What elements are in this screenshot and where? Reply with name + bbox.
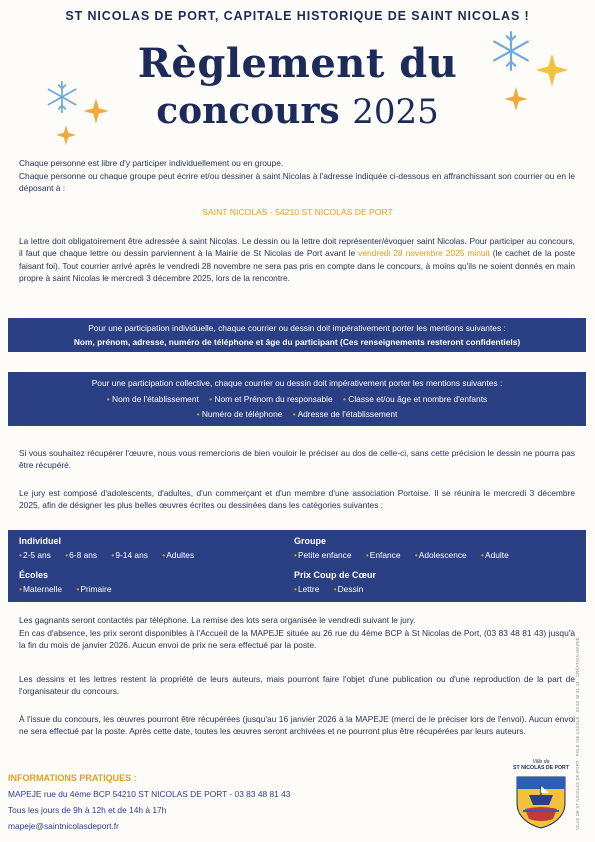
category-items <box>19 584 124 594</box>
collective-band-row2 <box>8 409 586 419</box>
retrieval-paragraph: À l'issue du concours, les œuvres pourront être récupérées (jusqu'au 16 janvier 2026 à la MAPEJE (merci de le préciser lors de l'envoi). Aucun envoi ne sera effectué par la poste. Après cette date, toutes les œuvres seront archivées et ne pourront plus être récupérées par leurs auteurs. <box>19 714 575 737</box>
category-item: •Maternelle <box>19 584 63 594</box>
collective-band-row1 <box>8 394 586 404</box>
mention-item: • Adresse de l'établissement <box>292 409 398 419</box>
title-word: concours <box>156 90 340 132</box>
individual-requirements-band <box>8 318 586 352</box>
categories-band <box>8 530 586 602</box>
category-item: •6-8 ans <box>65 550 98 560</box>
category-items <box>294 550 521 560</box>
category-item: •Dessin <box>333 584 364 594</box>
individual-band-line2: Nom, prénom, adresse, numéro de téléphone et âge du participant (Ces renseignements resteront confidentiels) <box>73 337 521 347</box>
info-title: INFORMATIONS PRATIQUES : <box>8 773 137 783</box>
postal-address: SAINT NICOLAS - 54210 ST NICOLAS DE PORT <box>202 207 393 217</box>
mention-item: • Classe et/ou âge et nombre d'enfants <box>343 394 488 404</box>
category-item: •Petite enfance <box>294 550 352 560</box>
category-item: •Primaire <box>76 584 112 594</box>
crest-label: Ville de ST NICOLAS DE PORT <box>513 759 569 771</box>
rules-paragraph <box>19 235 575 285</box>
category-items <box>294 584 375 594</box>
category-item: •Adulte <box>481 550 509 560</box>
winners-paragraph-2: En cas d'absence, les prix seront disponibles à l'Accueil de la MAPEJE située au 26 rue du 4ème BCP à St Nicolas de Port, (03 83 48 81 43) jusqu'à la fin du mois de janvier 2026. Aucun envoi de prix ne sera effectué par la poste. <box>19 628 575 651</box>
individual-band-line1: Pour une participation individuelle, chaque courrier ou dessin doit impérativement porter les mentions suivantes : <box>88 323 506 333</box>
rules-text-a: La lettre doit obligatoirement être adressée à saint Nicolas. Le dessin ou la lettre doit représenter/évoquer saint Nicolas. Pour participer au concours, il faut que chaque lettre ou dessin parviennent à la Mairie de St Nicolas de Port avant le <box>19 236 575 259</box>
rights-paragraph: Les dessins et les lettres restent la propriété de leurs auteurs, mais pourront faire l'objet d'une publication ou d'une reproduction de la part de l'organisateur du concours. <box>19 674 575 697</box>
mention-item: • Nom de l'établissement <box>106 394 199 404</box>
winners-paragraph-1: Les gagnants seront contactés par téléphone. La remise des lots sera organisée le vendredi suivant le jury. <box>19 615 416 625</box>
jury-paragraph: Le jury est composé d'adolescents, d'adultes, d'un commerçant et d'un membre d'une association Portoise. Il se réunira le mercredi 3 décembre 2025, afin de désigner les plus belles œuvres écrites ou dessinées dans les catégories suivantes : <box>19 488 575 511</box>
category-items <box>19 550 206 560</box>
category-title: Individuel <box>19 536 62 546</box>
collective-band-line1: Pour une participation collective, chaque courrier ou dessin doit impérativement porter les mentions suivantes : <box>91 378 503 388</box>
category-item: •Adolescence <box>414 550 467 560</box>
town-crest-logo <box>513 775 569 829</box>
mention-item: • Numéro de téléphone <box>196 409 283 419</box>
mention-item: • Nom et Prénom du responsable <box>209 394 333 404</box>
return-note: Si vous souhaitez récupérer l'œuvre, nous vous remercions de bien vouloir le préciser au dos de celle-ci, sans cette précision le dessin ne pourra pas être récupéré. <box>19 448 575 471</box>
category-item: •2-5 ans <box>19 550 51 560</box>
intro-paragraph-1: Chaque personne est libre d'y participer individuellement ou en groupe. <box>19 158 284 168</box>
category-item: •Enfance <box>365 550 401 560</box>
deadline-date: vendredi 28 novembre 2025 minuit <box>358 248 490 259</box>
info-email[interactable]: mapeje@saintnicolasdeport.fr <box>8 821 119 831</box>
page-subtitle <box>0 90 595 132</box>
category-title: Prix Coup de Cœur <box>294 570 377 580</box>
category-item: •Adultes <box>162 550 195 560</box>
intro-paragraph-2: Chaque personne ou chaque groupe peut écrire et/ou dessiner à saint Nicolas à l'adresse indiquée ci-dessous en affranchissant son courrier ou en le déposant à : <box>19 171 575 194</box>
top-heading: ST NICOLAS DE PORT, CAPITALE HISTORIQUE DE SAINT NICOLAS ! <box>65 9 530 23</box>
info-address: MAPEJE rue du 4ème BCP 54210 ST NICOLAS DE PORT - 03 83 48 81 43 <box>8 789 291 799</box>
category-item: •9-14 ans <box>111 550 148 560</box>
side-legal-text: VILLE DE ST NICOLAS DE PORT · POLE VIE LOCALE · 03 83 48 81 43 · CRÉATION MAIRIE <box>575 637 580 830</box>
rules-text-b: (le cachet de la poste faisant foi). Tout courrier arrivé après le vendredi 28 novembre ne sera pas pris en compte dans le concours, à moins qu'ils ne soient donnés en main propre à saint Nicolas le mercredi 3 décembre 2025, lors de la rencontre. <box>19 248 576 284</box>
collective-requirements-band <box>8 372 586 426</box>
category-item: •Lettre <box>294 584 320 594</box>
page-title: Règlement du <box>137 40 458 87</box>
title-year: 2025 <box>352 92 439 132</box>
category-title: Écoles <box>19 570 49 580</box>
info-hours: Tous les jours de 9h à 12h et de 14h à 17h <box>8 805 167 815</box>
category-title: Groupe <box>294 536 327 546</box>
